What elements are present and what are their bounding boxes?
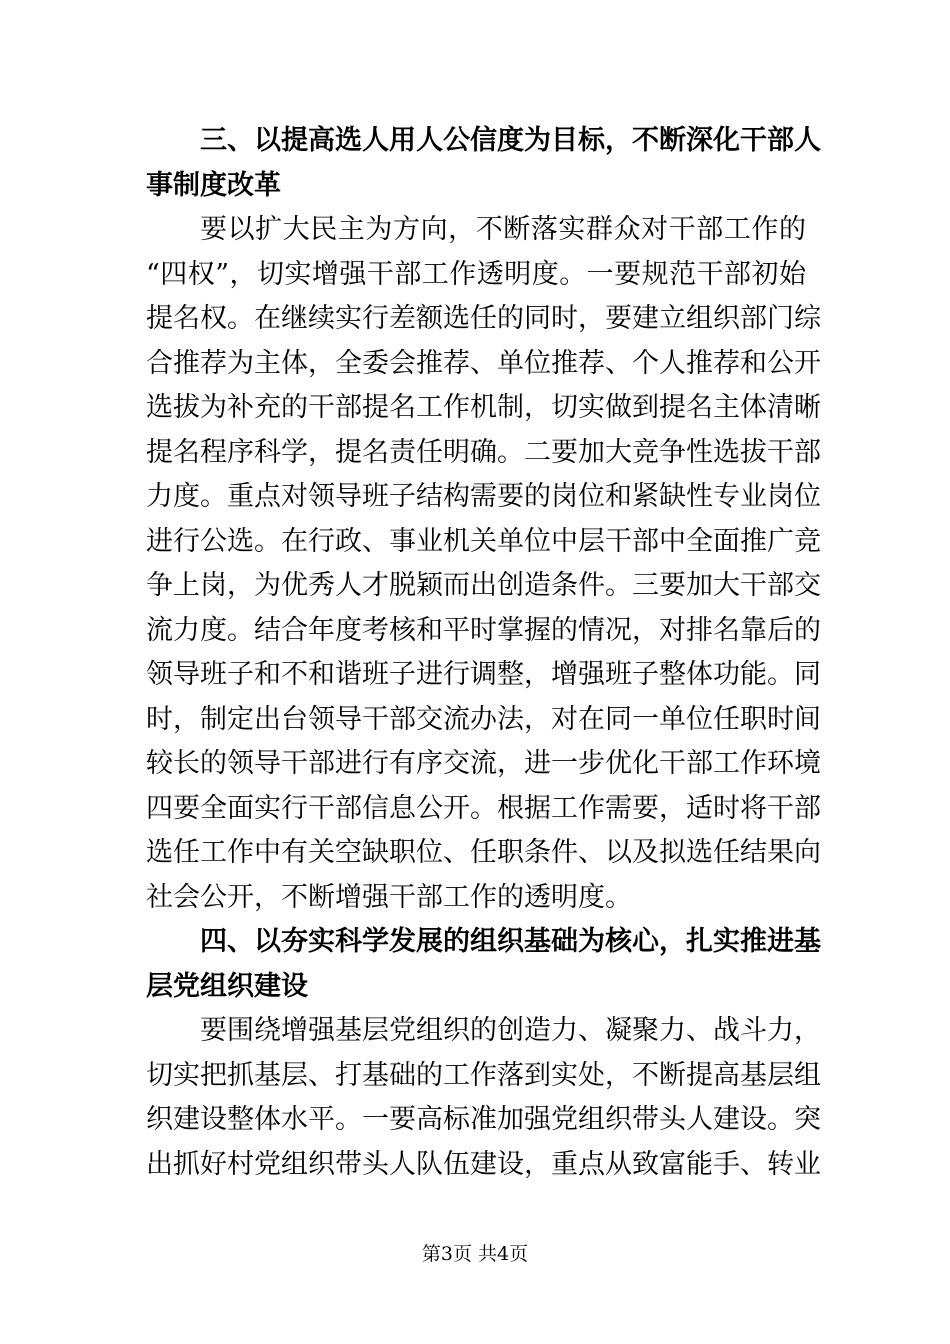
paragraph-line: 进行公选。在行政、事业机关单位中层干部中全面推广竞 — [146, 525, 821, 557]
paragraph-line: 争上岗，为优秀人才脱颖而出创造条件。三要加大干部交 — [146, 570, 821, 601]
paragraph-line: 选任工作中有关空缺职位、任职条件、以及拟选任结果向 — [146, 837, 821, 868]
page-number-footer: 第3页 共4页 — [421, 1243, 529, 1265]
paragraph-line: 力度。重点对领导班子结构需要的岗位和紧缺性专业岗位 — [146, 481, 821, 512]
paragraph-line: “四权”，切实增强干部工作透明度。一要规范干部初始 — [146, 258, 806, 290]
paragraph-line: 切实把抓基层、打基础的工作落到实处，不断提高基层组 — [146, 1059, 821, 1091]
section-heading-line: 三、以提高选人用人公信度为目标，不断深化干部人 — [200, 125, 821, 156]
paragraph-line: 社会公开，不断增强干部工作的透明度。 — [146, 881, 632, 913]
paragraph-line: 要围绕增强基层党组织的创造力、凝聚力、战斗力， — [200, 1015, 821, 1046]
paragraph-line: 出抓好村党组织带头人队伍建设，重点从致富能手、转业 — [146, 1148, 821, 1180]
paragraph-line: 流力度。结合年度考核和平时掌握的情况，对排名靠后的 — [146, 614, 821, 646]
paragraph-line: 领导班子和不和谐班子进行调整，增强班子整体功能。同 — [146, 659, 821, 690]
paragraph-line: 提名程序科学，提名责任明确。二要加大竞争性选拔干部 — [146, 436, 821, 468]
section-heading-line: 事制度改革 — [146, 169, 281, 201]
paragraph-line: 合推荐为主体，全委会推荐、单位推荐、个人推荐和公开 — [146, 347, 821, 379]
paragraph-line: 织建设整体水平。一要高标准加强党组织带头人建设。突 — [146, 1104, 821, 1135]
paragraph-line: 较长的领导干部进行有序交流，进一步优化干部工作环境 — [146, 748, 821, 779]
paragraph-line: 要以扩大民主为方向，不断落实群众对干部工作的 — [200, 214, 806, 245]
paragraph-line: 时，制定出台领导干部交流办法，对在同一单位任职时间 — [146, 703, 821, 735]
paragraph-line: 四要全面实行干部信息公开。根据工作需要，适时将干部 — [146, 792, 821, 824]
paragraph-line: 选拔为补充的干部提名工作机制，切实做到提名主体清晰 — [146, 392, 821, 423]
section-heading-line: 四、以夯实科学发展的组织基础为核心，扎实推进基 — [200, 926, 821, 957]
paragraph-line: 提名权。在继续实行差额选任的同时，要建立组织部门综 — [146, 303, 821, 334]
section-heading-line: 层党组织建设 — [146, 970, 308, 1002]
